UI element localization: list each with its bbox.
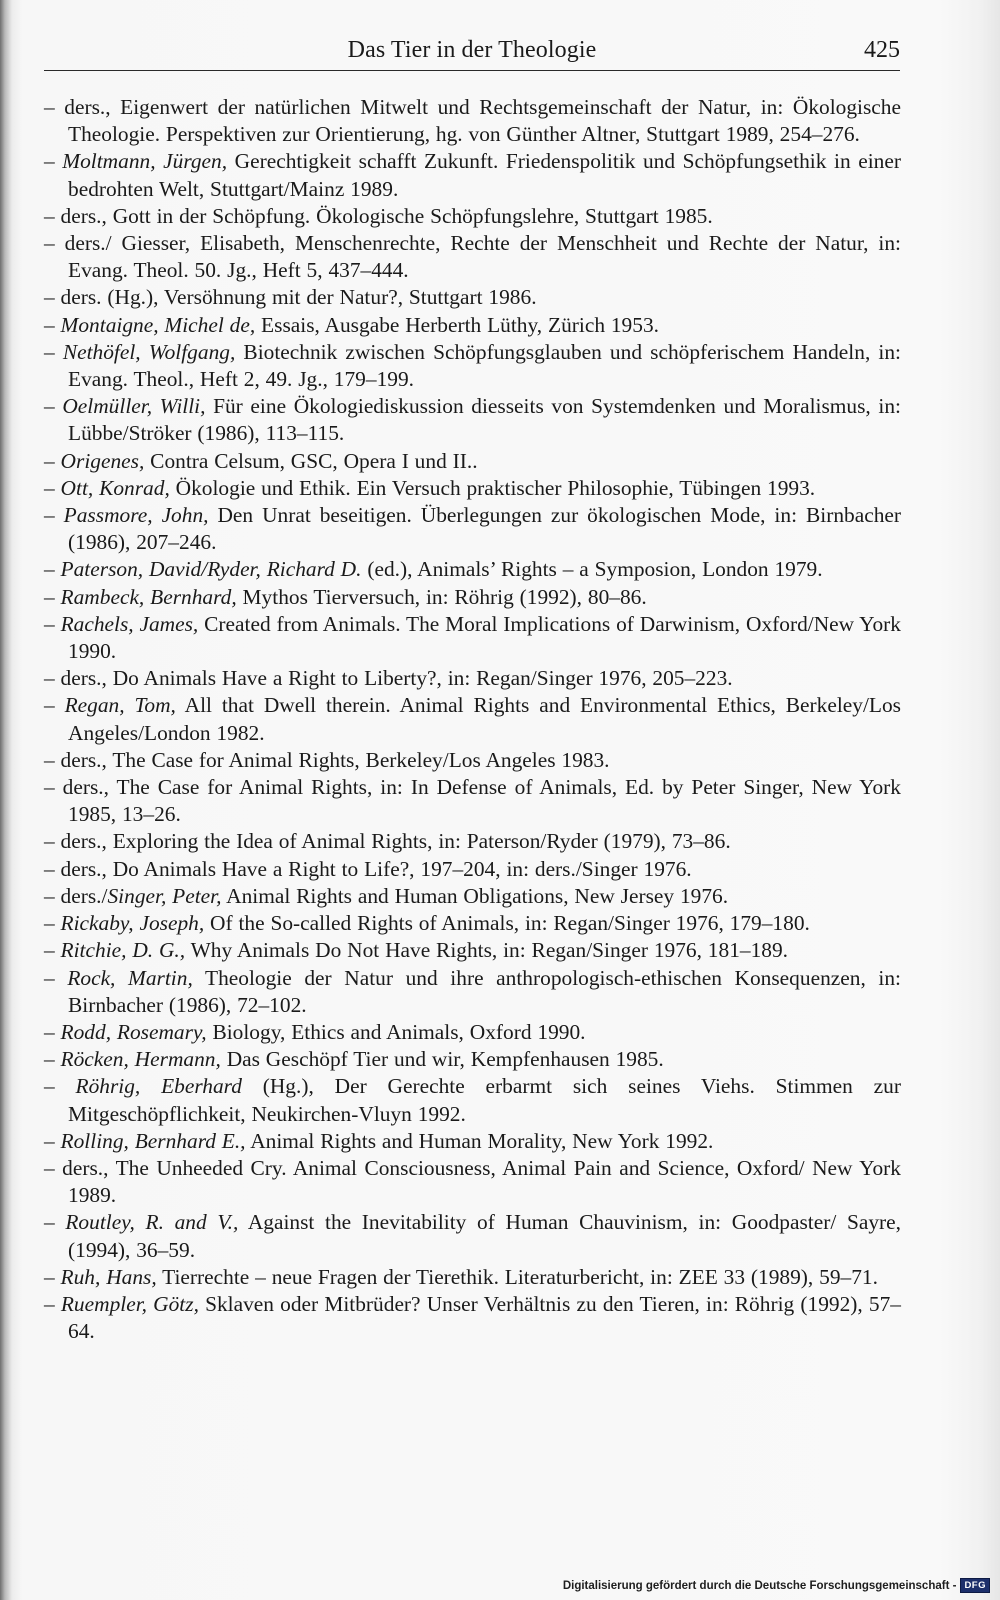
running-head: Das Tier in der Theologie bbox=[347, 37, 597, 63]
entry-author: Rock, Martin, bbox=[67, 965, 193, 990]
entry-author: Ruempler, Götz, bbox=[60, 1291, 199, 1316]
entry-author: Routley, R. and V., bbox=[65, 1210, 239, 1235]
entry-dash: – bbox=[44, 584, 61, 609]
entry-author: Oelmüller, Willi, bbox=[62, 394, 206, 419]
bibliography-entry bbox=[44, 1019, 901, 1046]
bibliography-entry bbox=[44, 665, 901, 692]
page-header bbox=[44, 34, 900, 71]
entry-text: – ders., Gott in der Schöpfung. Ökologische Schöpfungslehre, Stuttgart 1985. bbox=[44, 203, 713, 228]
digitization-footer bbox=[563, 1578, 990, 1593]
bibliography-entry bbox=[44, 965, 901, 1019]
entry-author: Montaigne, Michel de, bbox=[60, 312, 256, 337]
bibliography-entry bbox=[44, 556, 901, 583]
entry-text: – ders. (Hg.), Versöhnung mit der Natur?, Stuttgart 1986. bbox=[44, 285, 537, 310]
bibliography-entry bbox=[44, 584, 901, 611]
bibliography-entry bbox=[44, 148, 901, 202]
bibliography-entry bbox=[44, 339, 901, 393]
entry-dash: – bbox=[44, 503, 64, 528]
entry-text: – ders./ Giesser, Elisabeth, Menschenrechte, Rechte der Menschheit und Rechte der Natur, in: Evang. Theol. 50. Jg., Heft 5, 437–444. bbox=[44, 231, 901, 283]
entry-text: Biotechnik zwischen Schöpfungsglauben und schöpferischem Handeln, in: Evang. Theol., Heft 2, 49. Jg., 179–199. bbox=[68, 339, 901, 392]
entry-author: Rodd, Rosemary, bbox=[60, 1019, 207, 1044]
entry-dash: – bbox=[44, 339, 63, 364]
entry-text: (Hg.), Der Gerechte erbarmt sich seines Viehs. Stimmen zur Mitgeschöpflichkeit, Neukirchen-Vluyn 1992. bbox=[68, 1074, 901, 1126]
bibliography-entry bbox=[44, 774, 901, 828]
bibliography-entry bbox=[44, 1155, 901, 1209]
entry-author: Passmore, John, bbox=[63, 503, 209, 528]
entry-text: Why Animals Do Not Have Rights, in: Regan/Singer 1976, 181–189. bbox=[185, 938, 789, 963]
entry-author: Moltmann, Jürgen, bbox=[62, 149, 228, 174]
entry-text: – ders., Eigenwert der natürlichen Mitwelt und Rechtsgemeinschaft der Natur, in: Ökologische Theologie. Perspektiven zur Orientierung, hg. von Günther Altner, Stuttgart 1989, 254–276. bbox=[44, 95, 901, 147]
entry-author: Ott, Konrad, bbox=[60, 475, 170, 500]
bibliography-entry bbox=[44, 1128, 901, 1155]
footer-text: Digitalisierung gefördert durch die Deutsche Forschungsgemeinschaft - bbox=[562, 1579, 957, 1592]
entry-dash: – bbox=[44, 149, 63, 174]
entry-dash: – bbox=[44, 911, 61, 936]
dfg-logo: DFG bbox=[960, 1578, 990, 1593]
entry-dash: – bbox=[44, 1047, 61, 1072]
bibliography-entry bbox=[44, 611, 901, 665]
bibliography-entry bbox=[44, 883, 901, 910]
entry-author: Rambeck, Bernhard, bbox=[60, 584, 237, 609]
entry-text: – ders., The Unheeded Cry. Animal Consciousness, Animal Pain and Science, Oxford/ New York 1989. bbox=[44, 1155, 901, 1208]
entry-author: Nethöfel, Wolfgang, bbox=[62, 339, 236, 364]
entry-author: Singer, Peter, bbox=[107, 883, 222, 908]
bibliography-entry bbox=[44, 828, 901, 855]
page-number: 425 bbox=[864, 37, 900, 63]
bibliography-entry bbox=[44, 1264, 901, 1291]
entry-dash: – bbox=[44, 557, 61, 582]
entry-author: Rickaby, Joseph, bbox=[60, 911, 205, 936]
entry-text: All that Dwell therein. Animal Rights and Environmental Ethics, Berkeley/Los Angeles/London 1982. bbox=[68, 693, 901, 745]
entry-author: Ruh, Hans, bbox=[60, 1264, 157, 1289]
entry-text: Contra Celsum, GSC, Opera I und II.. bbox=[144, 448, 478, 473]
entry-text: Of the So-called Rights of Animals, in: Regan/Singer 1976, 179–180. bbox=[204, 911, 810, 936]
entry-author: Röcken, Hermann, bbox=[60, 1047, 221, 1072]
entry-author: Origenes, bbox=[60, 448, 145, 473]
entry-text: – ders., Do Animals Have a Right to Life?, 197–204, in: ders./Singer 1976. bbox=[44, 856, 692, 881]
bibliography-entry bbox=[44, 1073, 901, 1127]
entry-dash: – bbox=[44, 693, 65, 718]
entry-author: Regan, Tom, bbox=[64, 693, 176, 718]
bibliography-entry bbox=[44, 937, 901, 964]
bibliography-entry bbox=[44, 475, 901, 502]
entry-dash: – bbox=[44, 475, 61, 500]
bibliography-entry bbox=[44, 856, 901, 883]
entry-author: Ritchie, D. G., bbox=[60, 938, 186, 963]
entry-dash: – bbox=[44, 611, 61, 636]
entry-dash: – bbox=[44, 312, 61, 337]
entry-text: Ökologie und Ethik. Ein Versuch praktischer Philosophie, Tübingen 1993. bbox=[169, 475, 816, 500]
bibliography-entry bbox=[44, 910, 901, 937]
entry-text: – ders., Exploring the Idea of Animal Rights, in: Paterson/Ryder (1979), 73–86. bbox=[44, 829, 731, 854]
entry-dash: – bbox=[44, 1210, 66, 1235]
entry-text: Das Geschöpf Tier und wir, Kempfenhausen 1985. bbox=[220, 1047, 664, 1072]
entry-text: Against the Inevitability of Human Chauvinism, in: Goodpaster/ Sayre, (1994), 36–59. bbox=[68, 1210, 902, 1262]
entry-text: Tierrechte – neue Fragen der Tierethik. Literaturbericht, in: ZEE 33 (1989), 59–71. bbox=[156, 1264, 878, 1289]
entry-text: Animal Rights and Human Obligations, New Jersey 1976. bbox=[221, 883, 729, 908]
bibliography-entry bbox=[44, 393, 901, 447]
bibliography-entry bbox=[44, 203, 901, 230]
bibliography-list bbox=[44, 94, 901, 1345]
entry-text: Den Unrat beseitigen. Überlegungen zur ökologischen Mode, in: Birnbacher (1986), 207–246. bbox=[68, 503, 902, 555]
entry-author: Rolling, Bernhard E., bbox=[60, 1128, 246, 1153]
entry-text: – ders., The Case for Animal Rights, in: In Defense of Animals, Ed. by Peter Singer, New York 1985, 13–26. bbox=[44, 775, 901, 827]
entry-text: Sklaven oder Mitbrüder? Unser Verhältnis zu den Tieren, in: Röhrig (1992), 57–64. bbox=[68, 1291, 901, 1344]
entry-text: – ders., Do Animals Have a Right to Liberty?, in: Regan/Singer 1976, 205–223. bbox=[44, 666, 733, 691]
entry-dash: – bbox=[44, 938, 61, 963]
bibliography-entry bbox=[44, 1291, 901, 1345]
bibliography-entry bbox=[44, 747, 901, 774]
entry-dash: – bbox=[44, 1291, 61, 1316]
entry-dash: – bbox=[44, 1128, 61, 1153]
entry-text: Biology, Ethics and Animals, Oxford 1990. bbox=[206, 1019, 586, 1044]
entry-dash: – bbox=[44, 965, 68, 990]
entry-dash: – bbox=[44, 448, 61, 473]
entry-dash: – bbox=[44, 394, 63, 419]
bibliography-entry bbox=[44, 502, 901, 556]
bibliography-entry bbox=[44, 692, 901, 746]
bibliography-entry bbox=[44, 230, 901, 284]
entry-text: Theologie der Natur und ihre anthropologisch-ethischen Konsequenzen, in: Birnbacher (1986), 72–102. bbox=[68, 965, 901, 1017]
entry-author: Röhrig, Eberhard bbox=[75, 1074, 242, 1099]
entry-text: Gerechtigkeit schafft Zukunft. Friedenspolitik und Schöpfungsethik in einer bedrohten Welt, Stuttgart/Mainz 1989. bbox=[68, 149, 901, 201]
bibliography-entry bbox=[44, 1046, 901, 1073]
bibliography-entry bbox=[44, 284, 901, 311]
entry-text: Essais, Ausgabe Herberth Lüthy, Zürich 1953. bbox=[255, 312, 659, 337]
entry-text: Animal Rights and Human Morality, New York 1992. bbox=[245, 1128, 714, 1153]
entry-dash: – bbox=[44, 1019, 61, 1044]
entry-text: – ders., The Case for Animal Rights, Berkeley/Los Angeles 1983. bbox=[44, 747, 610, 772]
entry-prefix: – ders./ bbox=[44, 883, 108, 908]
entry-dash: – bbox=[44, 1264, 61, 1289]
entry-dash: – bbox=[44, 1074, 76, 1099]
bibliography-entry bbox=[44, 1209, 901, 1263]
entry-text: (ed.), Animals’ Rights – a Symposion, London 1979. bbox=[361, 557, 823, 582]
bibliography-entry bbox=[44, 312, 901, 339]
entry-author: Rachels, James, bbox=[60, 611, 199, 636]
bibliography-entry bbox=[44, 94, 901, 148]
entry-text: Für eine Ökologiediskussion diesseits von Systemdenken und Moralismus, in: Lübbe/Ströker (1986), 113–115. bbox=[68, 394, 901, 446]
bibliography-entry bbox=[44, 448, 901, 475]
entry-author: Paterson, David/Ryder, Richard D. bbox=[60, 557, 362, 582]
entry-text: Created from Animals. The Moral Implications of Darwinism, Oxford/New York 1990. bbox=[68, 611, 901, 664]
entry-text: Mythos Tierversuch, in: Röhrig (1992), 80–86. bbox=[236, 584, 647, 609]
